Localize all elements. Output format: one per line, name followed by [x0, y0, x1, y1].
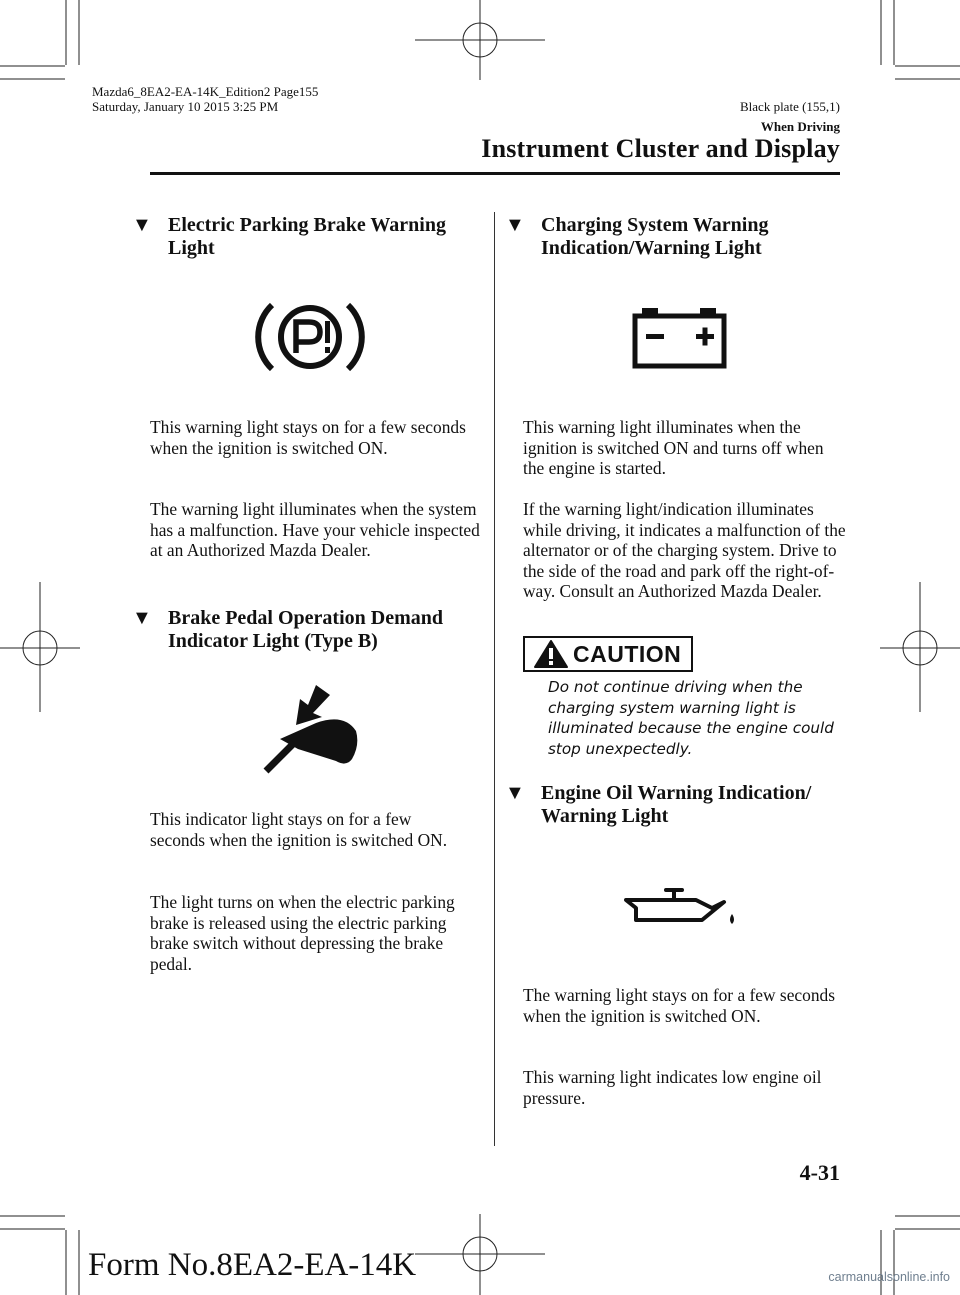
- brake-pedal-para-1: This indicator light stays on for a few seconds when the ignition is switched ON.: [150, 809, 448, 850]
- section-label: When Driving: [760, 119, 840, 134]
- heading-engine-oil: ▼ Engine Oil Warning Indication/ Warning Light: [505, 782, 812, 827]
- electric-parking-brake-para-2: The warning light illuminates when the system has a malfunction. Have your vehicle inspected at an Authorized Mazda Dealer.: [150, 499, 480, 560]
- print-plate: Black plate (155,1): [740, 99, 840, 114]
- heading-brake-pedal-operation: ▼ Brake Pedal Operation Demand Indicator Light (Type B): [132, 607, 443, 652]
- charging-system-para-2: If the warning light/indication illuminates while driving, it indicates a malfunction of the alternator or of the charging system. Drive to the side of the road and park off the right-of-way. Consult an Authorized Mazda Dealer.: [523, 499, 846, 601]
- parking-brake-icon: [254, 296, 366, 378]
- print-meta-line1: Mazda6_8EA2-EA-14K_Edition2 Page155: [92, 84, 319, 99]
- column-divider: [494, 212, 495, 1146]
- heading-electric-parking-brake: ▼ Electric Parking Brake Warning Light: [132, 214, 446, 259]
- engine-oil-para-2: This warning light indicates low engine oil pressure.: [523, 1067, 822, 1108]
- print-meta-line2: Saturday, January 10 2015 3:25 PM: [92, 99, 279, 114]
- charging-system-para-1: This warning light illuminates when the ignition is switched ON and turns off when the engine is started.: [523, 417, 824, 478]
- engine-oil-para-1: The warning light stays on for a few seconds when the ignition is switched ON.: [523, 985, 835, 1026]
- electric-parking-brake-para-1: This warning light stays on for a few seconds when the ignition is switched ON.: [150, 417, 466, 458]
- warning-triangle-icon: [533, 639, 569, 669]
- caution-label: CAUTION: [573, 640, 682, 667]
- oil-can-icon: [622, 886, 740, 930]
- watermark: carmanualsonline.info: [828, 1270, 950, 1284]
- brake-pedal-para-2: The light turns on when the electric parking brake is released using the electric parking brake switch without depressing the brake pedal.: [150, 892, 455, 974]
- page-number: 4-31: [799, 1160, 840, 1185]
- form-number: Form No.8EA2-EA-14K: [88, 1247, 417, 1283]
- header-rule: [150, 172, 840, 175]
- heading-charging-system: ▼ Charging System Warning Indication/Warning Light: [505, 214, 769, 259]
- battery-icon: [632, 306, 728, 370]
- page-title: Instrument Cluster and Display: [481, 134, 840, 163]
- brake-pedal-icon: [258, 683, 362, 779]
- caution-box: [523, 636, 693, 672]
- caution-text: Do not continue driving when the charging system warning light is illuminated because the engine could stop unexpectedly.: [548, 678, 834, 758]
